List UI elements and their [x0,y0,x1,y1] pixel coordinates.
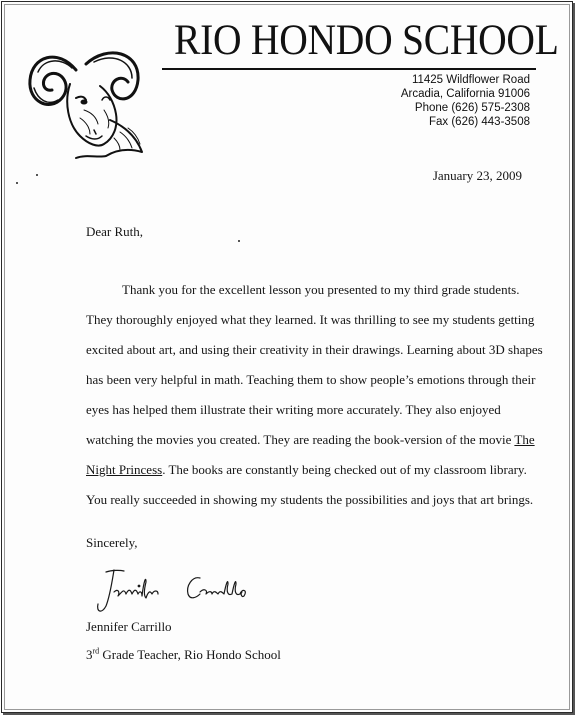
title-rest: Grade Teacher, Rio Hondo School [99,647,281,662]
letter-page [1,1,573,713]
school-address [401,73,530,129]
grade-number: 3 [86,647,93,662]
body-line: You really succeeded in showing my students the possibilities and joys that art brings. [86,492,534,507]
ram-mascot-logo [24,40,172,162]
school-name: RIO HONDO SCHOOL [174,17,559,64]
signer-name: Jennifer Carrillo [86,619,172,634]
movie-title: Night Princess [86,462,163,477]
address-phone: Phone (626) 575-2308 [414,102,530,114]
address-city: Arcadia, California 91006 [400,88,530,100]
signer-title [86,647,281,663]
letter-date: January 23, 2009 [432,168,522,183]
address-street: 11425 Wildflower Road [411,74,530,86]
body-line [86,432,535,462]
address-fax: Fax (626) 443-3508 [428,116,530,128]
scan-speck [238,240,240,242]
body-line: has been very helpful in math. Teaching them to show people’s emotions through their [86,372,536,387]
letterhead-rule [162,68,536,70]
body-text: watching the movies you created. They are reading the book-version of the movie [86,432,515,447]
body-line: They thoroughly enjoyed what they learned. It was thrilling to see my students getting [86,312,535,327]
letter-body [86,282,543,522]
body-line: Thank you for the excellent lesson you presented to my third grade students. [122,282,520,297]
scan-speck [36,174,38,176]
body-line: excited about art, and using their creativity in their drawings. Learning about 3D shapes [86,342,543,357]
body-line [86,462,526,492]
grade-suffix: rd [92,646,100,656]
closing: Sincerely, [86,535,138,550]
body-line: eyes has helped them illustrate their writing more accurately. They also enjoyed [86,402,501,417]
body-text: . The books are constantly being checked out of my classroom library. [162,462,527,477]
salutation: Dear Ruth, [86,224,144,239]
handwritten-signature [92,562,272,616]
scan-speck [16,182,18,184]
movie-title: The [514,432,535,447]
